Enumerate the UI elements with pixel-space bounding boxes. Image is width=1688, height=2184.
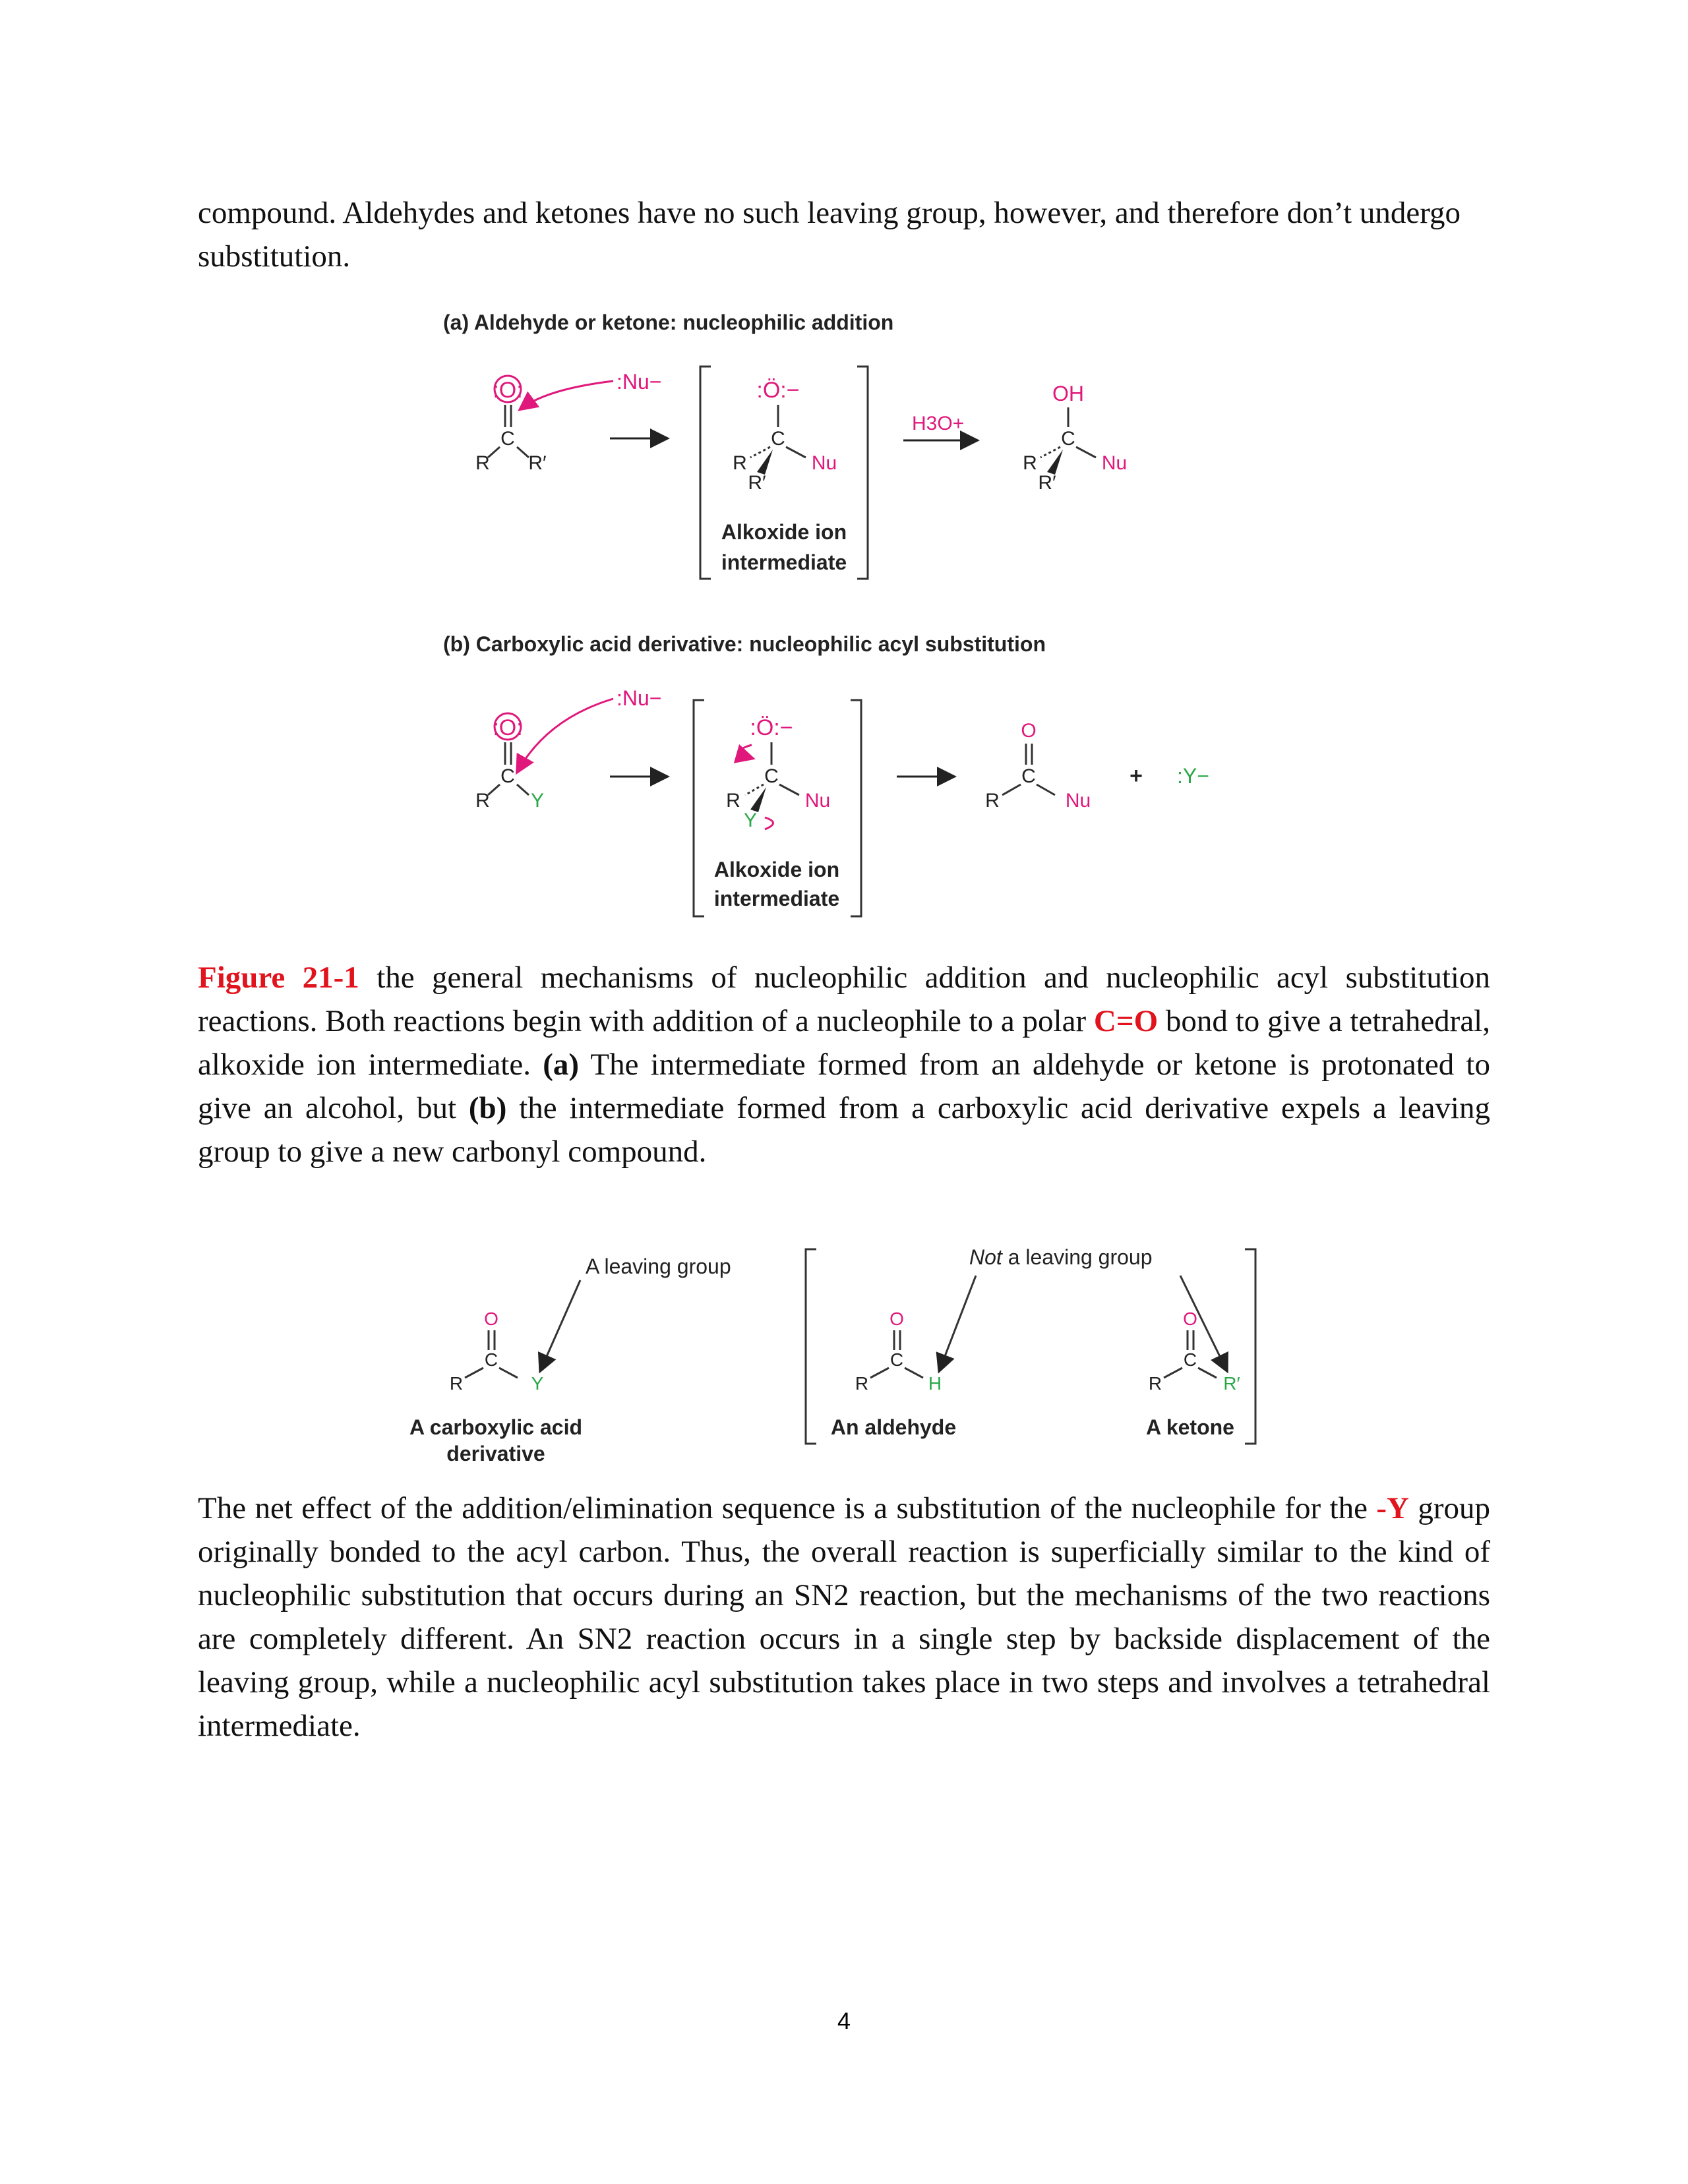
sn2-term-1: SN2 [793, 1578, 849, 1612]
atom-r: R [449, 1373, 464, 1394]
closing-part-3: reaction, but the mechanisms of the two reactions are completely different. An [198, 1578, 1490, 1656]
scheme-a-reagent: H3O+ [912, 413, 965, 434]
scheme-a-bracket-label-1: Alkoxide ion [721, 520, 847, 544]
not-leaving-group-label: Not a leaving group [969, 1245, 1153, 1269]
closing-paragraph [198, 1487, 1490, 1748]
atom-o: :O: [493, 378, 523, 403]
caption-part-1: the general mechanisms of nucleophilic addition and nucleophilic acyl substitution reactions. Both reactions begin with addition of a nucleophile to a polar [198, 960, 1490, 1038]
acid-derivative-label-1: A carboxylic acid [409, 1415, 583, 1439]
atom-y: Y [531, 1373, 544, 1394]
caption-marker-a: (a) [543, 1048, 580, 1082]
closing-y-group: -Y [1376, 1491, 1409, 1525]
closing-part-4: reaction occurs in a single step by backside displacement of the leaving group, while a nucleophilic acyl substitution takes place in two steps and involves a tetrahedral intermediate. [198, 1622, 1490, 1743]
leaving-group-label: A leaving group [586, 1254, 731, 1278]
atom-c: C [500, 428, 515, 450]
caption-part-3: The intermediate formed from an aldehyde or ketone is protonated to give an alcohol, but [198, 1048, 1490, 1125]
atom-r: R [1023, 452, 1037, 474]
atom-c: C [771, 428, 785, 450]
scheme-a-bracket-label-2: intermediate [721, 550, 847, 574]
scheme-b-product [985, 720, 1091, 812]
scheme-b-intermediate [694, 700, 861, 916]
atom-r: R [726, 790, 740, 812]
scheme-a-intermediate [700, 367, 868, 579]
scheme-b-byproduct: :Y− [1177, 764, 1209, 788]
atom-o: O [1021, 720, 1037, 742]
caption-marker-b: (b) [468, 1091, 507, 1125]
ketone-structure [1149, 1309, 1240, 1394]
caption-part-2: bond to give a tetrahedral, alkoxide ion intermediate. [198, 1004, 1490, 1082]
figure-label: Figure 21-1 [198, 960, 359, 995]
atom-r: R [1148, 1373, 1162, 1394]
atom-nu: Nu [804, 790, 831, 812]
aldehyde-label: An aldehyde [830, 1415, 957, 1439]
atom-r: R [985, 790, 1000, 812]
atom-o: O [889, 1309, 904, 1329]
atom-o: O [1183, 1309, 1197, 1329]
atom-c: C [764, 765, 779, 787]
scheme-a-title: (a) Aldehyde or ketone: nucleophilic addition [443, 310, 894, 334]
atom-oh: OH [1052, 382, 1084, 405]
atom-y: Y [743, 810, 758, 831]
atom-o-anion: :Ö:− [750, 715, 793, 740]
atom-r: R [475, 790, 490, 812]
intro-paragraph [198, 191, 1490, 278]
caption-bond: C=O [1093, 1004, 1159, 1038]
scheme-b-bracket-label-1: Alkoxide ion [713, 858, 840, 881]
sn2-term-2: SN2 [577, 1622, 633, 1656]
atom-c: C [1021, 765, 1036, 787]
atom-r-prime: R′ [748, 472, 766, 494]
atom-o-anion: :Ö:− [756, 378, 800, 403]
atom-o: O [484, 1309, 498, 1329]
atom-r-prime: R′ [1223, 1373, 1240, 1394]
atom-c: C [889, 1349, 904, 1370]
atom-c: C [1061, 428, 1075, 450]
atom-c: C [500, 765, 515, 787]
atom-c: C [484, 1349, 498, 1370]
scheme-b-title: (b) Carboxylic acid derivative: nucleophilic acyl substitution [443, 632, 1046, 656]
acid-derivative-label-2: derivative [446, 1442, 545, 1465]
atom-h: H [928, 1373, 942, 1394]
atom-o: :O: [493, 715, 523, 740]
scheme-b-bracket-label-2: intermediate [713, 887, 840, 910]
scheme-a-product [1023, 382, 1127, 494]
atom-c: C [1183, 1349, 1197, 1370]
plus-sign: + [1130, 763, 1143, 788]
atom-r-prime: R′ [1038, 472, 1056, 494]
scheme-a-nucleophile: :Nu− [617, 370, 662, 394]
leaving-group-figure [0, 1226, 1688, 1470]
atom-nu: Nu [1101, 452, 1128, 474]
atom-r: R [733, 452, 747, 474]
mechanism-figure [0, 290, 1688, 936]
ketone-label: A ketone [1146, 1415, 1234, 1439]
closing-part-1: The net effect of the addition/elimination sequence is a substitution of the nucleophile for the [198, 1491, 1377, 1525]
aldehyde-structure [855, 1309, 942, 1394]
caption-part-4: the intermediate formed from a carboxylic acid derivative expels a leaving group to give a new carbonyl compound. [198, 1091, 1490, 1169]
figure-caption [198, 956, 1490, 1173]
scheme-a-reactant [475, 370, 661, 474]
atom-nu: Nu [1065, 790, 1091, 812]
closing-part-2: group originally bonded to the acyl carbon. Thus, the overall reaction is superficially similar to the kind of nucleophilic substitution that occurs during an [198, 1491, 1490, 1612]
atom-r-prime: R′ [528, 452, 547, 474]
atom-nu: Nu [811, 452, 837, 474]
page-number: 4 [837, 2007, 851, 2034]
atom-y: Y [530, 790, 545, 812]
scheme-b-reactant [475, 686, 661, 812]
atom-r: R [855, 1373, 869, 1394]
atom-r: R [475, 452, 490, 474]
intro-text: compound. Aldehydes and ketones have no such leaving group, however, and therefore don’t undergo substitution. [198, 196, 1461, 274]
scheme-b-nucleophile: :Nu− [617, 686, 662, 710]
acid-derivative-structure [450, 1309, 544, 1394]
